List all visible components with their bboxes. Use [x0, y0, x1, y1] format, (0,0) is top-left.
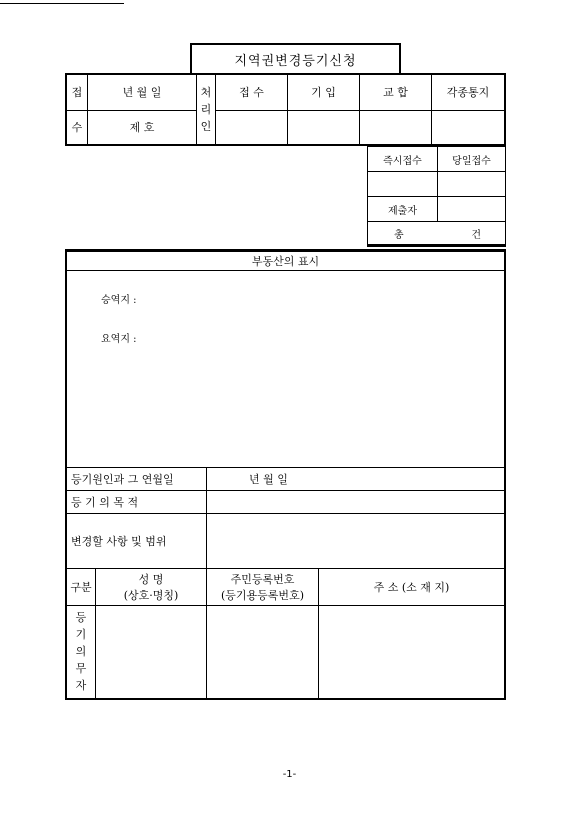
header-rule [0, 3, 124, 4]
obligor-label: 등 기 의 무 자 [66, 606, 96, 699]
document-title: 지역권변경등기신청 [190, 43, 401, 73]
division-header: 구분 [66, 569, 96, 606]
change-scope-value[interactable] [207, 514, 506, 569]
purpose-label: 등 기 의 목 적 [66, 491, 207, 514]
registration-table [65, 73, 506, 146]
cause-label: 등기원인과 그 연월일 [66, 468, 207, 491]
date-label: 년 월 일 [88, 74, 197, 110]
purpose-value[interactable] [207, 491, 506, 514]
receipt-box [367, 146, 506, 247]
col-notice: 각종통지 [432, 74, 506, 110]
servient-land-label: 승역지 : [101, 295, 137, 306]
change-scope-label: 변경할 사항 및 범위 [66, 514, 207, 569]
property-header: 부동산의 표시 [66, 251, 505, 271]
obligor-address-cell[interactable] [319, 606, 506, 699]
cell-notice[interactable] [432, 110, 506, 145]
dominant-land-label: 요역지 : [101, 334, 137, 345]
same-day-receipt-label: 당일접수 [438, 147, 506, 172]
col-collation: 교 합 [360, 74, 432, 110]
address-header: 주 소 (소 재 지) [319, 569, 506, 606]
obligor-name-cell[interactable] [96, 606, 207, 699]
col-entry: 기 입 [288, 74, 360, 110]
cell-reception[interactable] [216, 110, 288, 145]
name-header: 성 명 (상호·명칭) [96, 569, 207, 606]
count-unit: 건 [471, 229, 481, 241]
number-label: 제 호 [88, 110, 197, 145]
reception-label-2: 수 [66, 110, 88, 145]
obligor-id-cell[interactable] [207, 606, 319, 699]
total-label: 총 [394, 229, 404, 241]
cause-value[interactable]: 년 월 일 [207, 468, 506, 491]
cell-collation[interactable] [360, 110, 432, 145]
handling-label: 처 리 인 [197, 74, 216, 145]
reception-label-1: 접 [66, 74, 88, 110]
immediate-receipt-cell[interactable] [368, 172, 438, 197]
cell-entry[interactable] [288, 110, 360, 145]
col-reception: 접 수 [216, 74, 288, 110]
submitter-cell[interactable] [438, 197, 506, 222]
property-description[interactable] [66, 271, 505, 468]
page-number: -1- [282, 769, 297, 780]
same-day-receipt-cell[interactable] [438, 172, 506, 197]
main-form-table [65, 249, 506, 700]
total-count-row [368, 222, 506, 246]
submitter-label: 제출자 [368, 197, 438, 222]
id-number-header: 주민등록번호 (등기용등록번호) [207, 569, 319, 606]
immediate-receipt-label: 즉시접수 [368, 147, 438, 172]
